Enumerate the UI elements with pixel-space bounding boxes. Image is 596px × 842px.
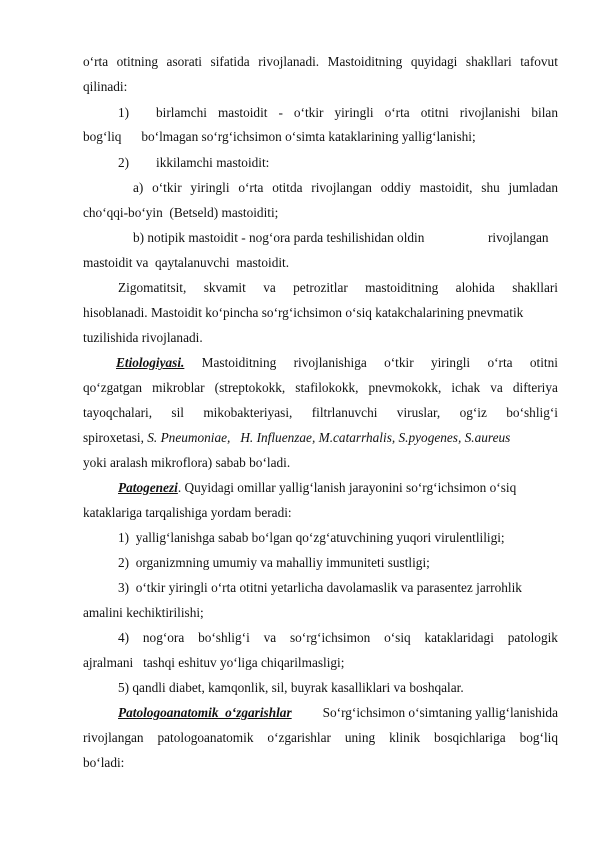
pathogenesis-line — [118, 480, 516, 496]
list-number: 2) — [118, 155, 130, 170]
word: qo‘zgatgan — [83, 380, 143, 395]
word: skvamit — [203, 280, 246, 295]
pathoanatomy-line — [118, 705, 558, 721]
list-number: 1) — [118, 105, 130, 120]
pathogenesis-heading: Patogenezi — [118, 480, 178, 495]
word: alohida — [455, 280, 495, 295]
bacteria-names: S. Pneumoniae, H. Influenzae, M.catarrhalis, S.pyogenes, S.aureus — [147, 430, 511, 445]
sub-item-a — [133, 180, 558, 196]
word: - — [278, 105, 283, 120]
word: tayoqchalari, — [83, 405, 153, 420]
pathoanatomy-line: bo‘ladi: — [83, 755, 125, 770]
factor-item-cont: amalini kechiktirilishi; — [83, 605, 204, 620]
word: yiringli — [190, 180, 230, 195]
word: nog‘ora — [142, 630, 185, 645]
word: bilan — [531, 105, 558, 120]
sub-item-b: b) notipik mastoidit - nog‘ora parda teshilishidan oldin — [133, 230, 425, 245]
word: filtrlanuvchi — [311, 405, 378, 420]
word: mikobakteriyasi, — [203, 405, 293, 420]
word: Mastoiditning — [201, 355, 277, 370]
paragraph-line — [83, 54, 558, 70]
word: mastoidit, — [419, 180, 473, 195]
paragraph-line: tuzilishida rivojlanadi. — [83, 330, 203, 345]
word: rivojlanishi — [459, 105, 521, 120]
word: difteriya — [512, 380, 558, 395]
word: mikroblar — [152, 380, 205, 395]
word: rivojlangan — [311, 180, 372, 195]
sub-item-b-end: rivojlangan — [488, 230, 549, 245]
factor-item: 1) yallig‘lanishga sabab bo‘lgan qo‘zg‘atuvchining yuqori virulentliligi; — [118, 530, 505, 545]
word: tafovut — [520, 54, 558, 69]
word: Mastoiditning — [327, 54, 403, 69]
pathoanatomy-line — [83, 730, 558, 746]
paragraph-line: mastoidit va qaytalanuvchi mastoidit. — [83, 255, 290, 270]
word: uning — [344, 730, 376, 745]
word: og‘iz — [459, 405, 487, 420]
word: jumladan — [508, 180, 558, 195]
word: o‘rta — [487, 355, 513, 370]
word: rivojlangan — [83, 730, 144, 745]
etiology-line — [116, 355, 558, 371]
word: va — [490, 380, 503, 395]
paragraph-line: bog‘liq bo‘lmagan so‘rg‘ichsimon o‘simta kataklarining yallig‘lanishi; — [83, 129, 476, 144]
factor-item-cont: ajralmani tashqi eshituv yo‘liga chiqarilmasligi; — [83, 655, 345, 670]
factor-item — [118, 630, 558, 646]
word: kataklaridagi — [424, 630, 494, 645]
word: otitning — [116, 54, 159, 69]
word: (streptokokk, — [214, 380, 286, 395]
word: o‘rta — [238, 180, 264, 195]
word: klinik — [389, 730, 421, 745]
word: quyidagi — [410, 54, 458, 69]
word: otitda — [272, 180, 303, 195]
word: rivojlanishiga — [293, 355, 367, 370]
word: otitni — [420, 105, 449, 120]
factor-item: 5) qandli diabet, kamqonlik, sil, buyrak kasalliklari va boshqalar. — [118, 680, 464, 695]
word: o‘tkir — [152, 180, 182, 195]
word: o‘rta — [83, 54, 109, 69]
factor-item: 3) o‘tkir yiringli o‘rta otitni yetarlicha davolamaslik va parasentez jarrohlik — [118, 580, 522, 595]
word: rivojlanadi. — [258, 54, 320, 69]
word: sifatida — [210, 54, 250, 69]
etiology-line — [83, 405, 558, 421]
word: so‘rg‘ichsimon — [289, 630, 371, 645]
word: asorati — [166, 54, 202, 69]
word: viruslar, — [396, 405, 441, 420]
word: shakllari — [465, 54, 512, 69]
word: pnevmokokk, — [368, 380, 442, 395]
word: birlamchi — [156, 105, 207, 120]
word: stafilokokk, — [295, 380, 359, 395]
word: mastoidit — [217, 105, 268, 120]
word: yiringli — [430, 355, 471, 370]
word: oddiy — [380, 180, 411, 195]
etiology-line: yoki aralash mikroflora) sabab bo‘ladi. — [83, 455, 291, 470]
word: bo‘shlig‘i — [506, 405, 558, 420]
paragraph-line: cho‘qqi-bo‘yin (Betseld) mastoiditi; — [83, 205, 279, 220]
factor-item: 2) organizmning umumiy va mahalliy immuniteti sustligi; — [118, 555, 430, 570]
etiology-text: spiroxetasi, — [83, 430, 144, 445]
etiology-heading: Etiologiyasi. — [116, 355, 185, 370]
word: otitni — [529, 355, 558, 370]
paragraph-line — [118, 280, 558, 296]
word: o‘siq — [384, 630, 411, 645]
word: o‘tkir — [384, 355, 414, 370]
word: o‘tkir — [293, 105, 324, 120]
word: patologik — [507, 630, 558, 645]
word: sil — [171, 405, 184, 420]
word: shu — [481, 180, 500, 195]
pathogenesis-line: kataklariga tarqalishiga yordam beradi: — [83, 505, 292, 520]
word: yiringli — [334, 105, 374, 120]
list-item-text: ikkilamchi mastoidit: — [156, 155, 270, 170]
paragraph-line: qilinadi: — [83, 79, 128, 94]
paragraph-line: hisoblanadi. Mastoidit ko‘pincha so‘rg‘ichsimon o‘siq katakchalarining pnevmatik — [83, 305, 524, 320]
word: 4) — [118, 630, 130, 645]
word: bog‘liq — [519, 730, 558, 745]
word: bo‘shlig‘i — [198, 630, 250, 645]
word: bosqichlariga — [434, 730, 506, 745]
pathoanatomy-text: So‘rg‘ichsimon o‘simtaning yallig‘lanishida — [322, 705, 558, 720]
word: petrozitlar — [293, 280, 348, 295]
etiology-line — [83, 380, 558, 396]
word: patologoanatomik — [157, 730, 254, 745]
word: o‘rta — [384, 105, 410, 120]
list-item-text — [156, 105, 558, 121]
word: o‘zgarishlar — [267, 730, 331, 745]
word: shakllari — [512, 280, 558, 295]
word: va — [263, 280, 276, 295]
word: mastoiditning — [365, 280, 439, 295]
word: ichak — [451, 380, 481, 395]
word: Zigomatitsit, — [118, 280, 187, 295]
etiology-line — [83, 430, 510, 446]
pathoanatomy-heading: Patologoanatomik o‘zgarishlar — [118, 705, 292, 720]
pathogenesis-text: . Quyidagi omillar yallig‘lanish jarayonini so‘rg‘ichsimon o‘siq — [177, 480, 517, 495]
word: a) — [133, 180, 144, 195]
word: va — [263, 630, 277, 645]
